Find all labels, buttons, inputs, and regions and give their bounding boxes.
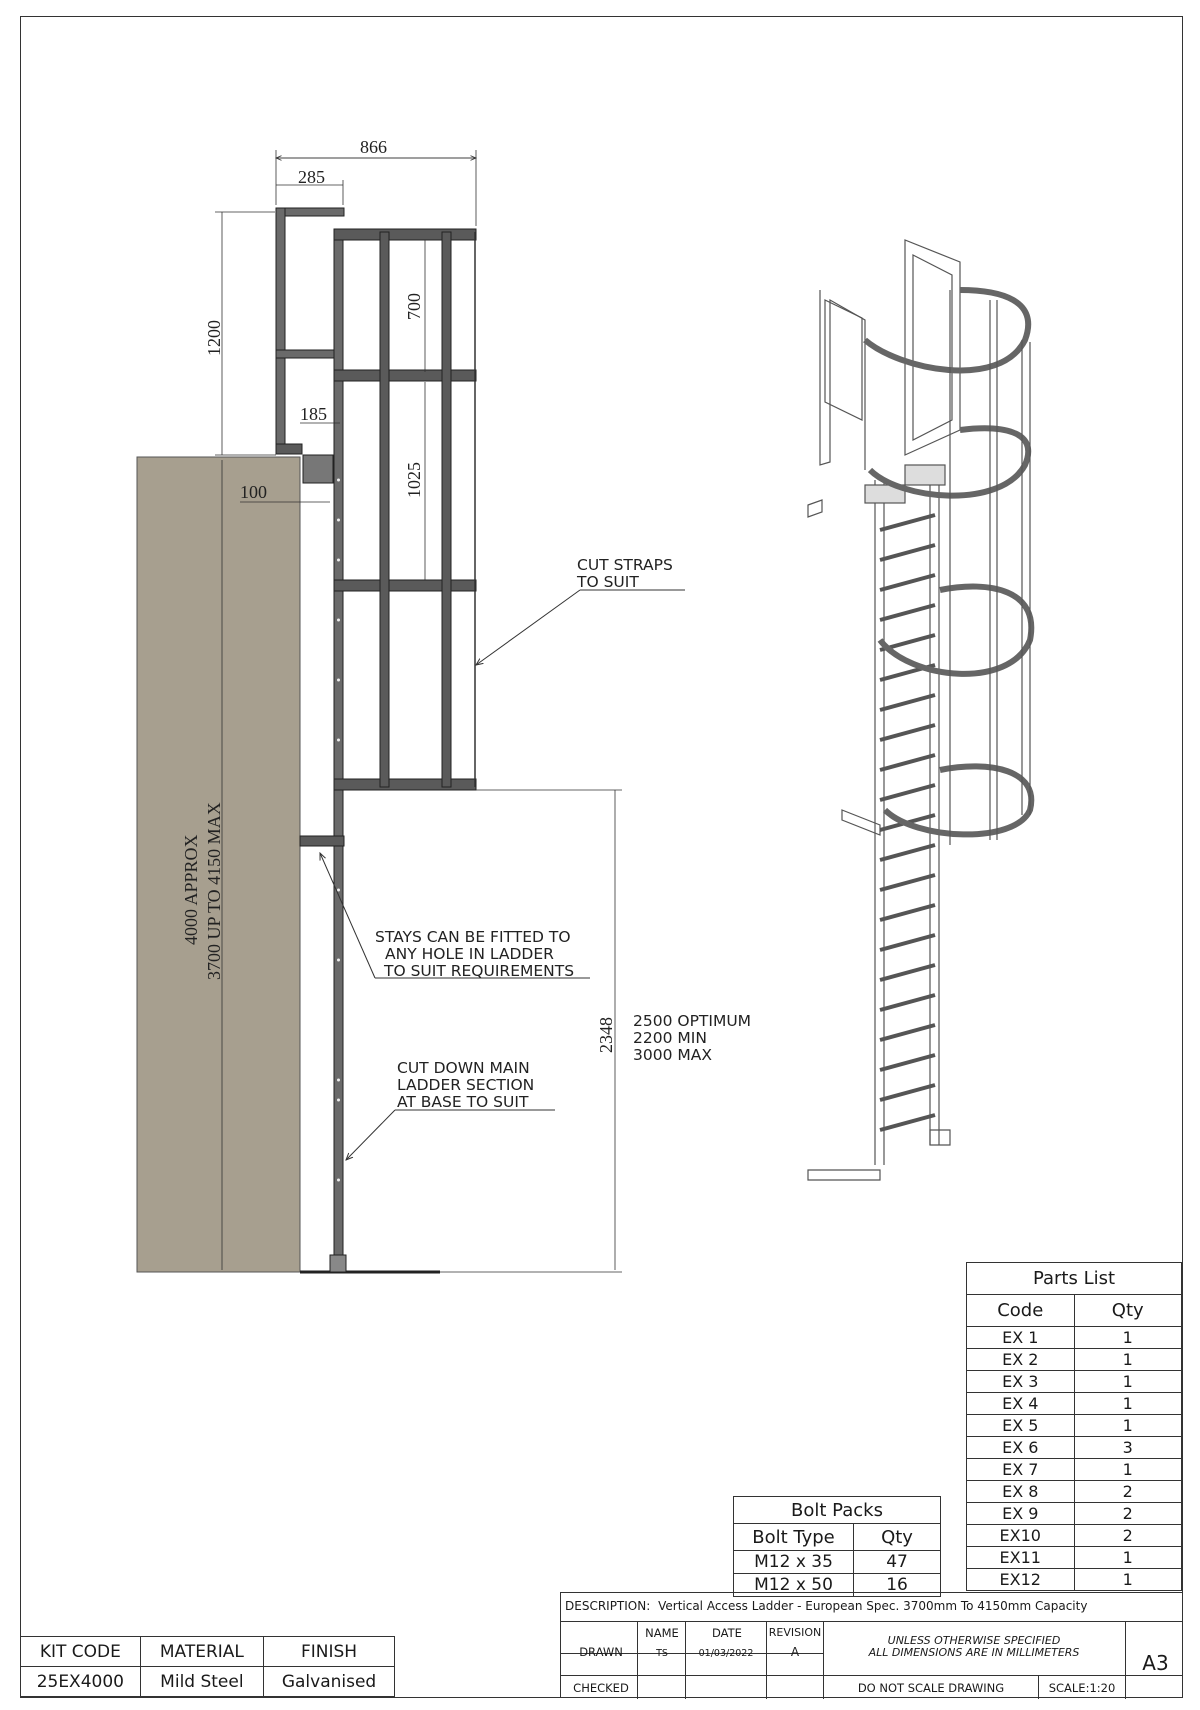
table-row [967, 1569, 1182, 1591]
part-qty: 1 [1074, 1349, 1182, 1371]
dim-1025: 1025 [404, 462, 424, 498]
table-row [967, 1349, 1182, 1371]
part-code: EX 1 [967, 1327, 1075, 1349]
part-qty: 2 [1074, 1481, 1182, 1503]
drawn-label: DRAWN [579, 1645, 623, 1659]
kit-info-table [20, 1636, 395, 1697]
title-block [560, 1592, 1183, 1698]
table-row [967, 1481, 1182, 1503]
do-not-scale: DO NOT SCALE DRAWING [857, 1681, 1005, 1695]
kit-code-value: 25EX4000 [21, 1667, 141, 1697]
table-row [967, 1437, 1182, 1459]
part-code: EX 3 [967, 1371, 1075, 1393]
parts-list-title: Parts List [967, 1263, 1182, 1295]
part-qty: 1 [1074, 1415, 1182, 1437]
part-code: EX10 [967, 1525, 1075, 1547]
scale: SCALE:1:20 [1048, 1681, 1116, 1695]
drawn-date: 01/03/2022 [698, 1648, 754, 1659]
table-row [967, 1547, 1182, 1569]
part-code: EX 2 [967, 1349, 1075, 1371]
note-stays-1: STAYS CAN BE FITTED TO [375, 928, 571, 946]
bolt-packs-title: Bolt Packs [734, 1497, 941, 1524]
revision-value: A [790, 1645, 800, 1659]
note-cage-height-2: 2200 MIN [633, 1029, 707, 1047]
note-stays-3: TO SUIT REQUIREMENTS [384, 962, 575, 980]
note-cut-straps-1: CUT STRAPS [577, 556, 673, 574]
bolt-qty: 16 [854, 1574, 941, 1597]
table-row [734, 1551, 941, 1574]
bolt-type: M12 x 50 [734, 1574, 854, 1597]
checked-label: CHECKED [573, 1681, 629, 1695]
part-qty: 2 [1074, 1525, 1182, 1547]
part-code: EX11 [967, 1547, 1075, 1569]
part-qty: 1 [1074, 1459, 1182, 1481]
part-qty: 1 [1074, 1547, 1182, 1569]
kit-code-label: KIT CODE [21, 1637, 141, 1667]
bolt-col-qty: Qty [854, 1524, 941, 1551]
table-row [967, 1525, 1182, 1547]
note-stays-2: ANY HOLE IN LADDER [385, 945, 554, 963]
table-row [967, 1415, 1182, 1437]
parts-col-qty: Qty [1074, 1295, 1182, 1327]
dim-285: 285 [298, 167, 325, 187]
note-cage-height-3: 3000 MAX [633, 1046, 712, 1064]
ladder-isometric-view [808, 240, 1031, 1180]
part-qty: 3 [1074, 1437, 1182, 1459]
bolt-packs-table [733, 1496, 941, 1597]
material-value: Mild Steel [140, 1667, 263, 1697]
description-label: DESCRIPTION: [565, 1599, 651, 1613]
drawn-name: TS [656, 1648, 668, 1659]
table-row [967, 1459, 1182, 1481]
note-cut-down-1: CUT DOWN MAIN [397, 1059, 530, 1077]
finish-label: FINISH [264, 1637, 395, 1667]
part-qty: 1 [1074, 1327, 1182, 1349]
part-code: EX 5 [967, 1415, 1075, 1437]
material-label: MATERIAL [140, 1637, 263, 1667]
note-cut-down-3: AT BASE TO SUIT [397, 1093, 529, 1111]
dim-1200: 1200 [204, 320, 224, 356]
table-row [967, 1503, 1182, 1525]
table-row [967, 1327, 1182, 1349]
dim-700: 700 [404, 293, 424, 320]
part-qty: 2 [1074, 1503, 1182, 1525]
table-row [967, 1393, 1182, 1415]
part-code: EX 7 [967, 1459, 1075, 1481]
part-code: EX 8 [967, 1481, 1075, 1503]
part-code: EX12 [967, 1569, 1075, 1591]
finish-value: Galvanised [264, 1667, 395, 1697]
ladder-side-view [276, 208, 476, 1272]
unless-specified-line2: ALL DIMENSIONS ARE IN MILLIMETERS [868, 1646, 1080, 1659]
dim-100: 100 [240, 482, 267, 502]
part-code: EX 6 [967, 1437, 1075, 1459]
parts-list-table [966, 1262, 1182, 1591]
bolt-qty: 47 [854, 1551, 941, 1574]
dim-2348: 2348 [596, 1017, 616, 1053]
revision-label: REVISION [768, 1626, 822, 1639]
part-code: EX 4 [967, 1393, 1075, 1415]
dim-866: 866 [360, 137, 387, 157]
parts-col-code: Code [967, 1295, 1075, 1327]
name-label: NAME [645, 1626, 679, 1640]
note-cut-straps-2: TO SUIT [577, 573, 639, 591]
dim-185: 185 [300, 404, 327, 424]
part-qty: 1 [1074, 1569, 1182, 1591]
sheet-size: A3 [1142, 1651, 1169, 1675]
bolt-col-type: Bolt Type [734, 1524, 854, 1551]
part-qty: 1 [1074, 1371, 1182, 1393]
note-cage-height-1: 2500 OPTIMUM [633, 1012, 752, 1030]
date-label: DATE [712, 1626, 742, 1640]
bolt-type: M12 x 35 [734, 1551, 854, 1574]
part-code: EX 9 [967, 1503, 1075, 1525]
part-qty: 1 [1074, 1393, 1182, 1415]
description-text: Vertical Access Ladder - European Spec. 3700mm To 4150mm Capacity [658, 1599, 1088, 1613]
note-cut-down-2: LADDER SECTION [397, 1076, 535, 1094]
table-row [967, 1371, 1182, 1393]
unless-specified-line1: UNLESS OTHERWISE SPECIFIED [887, 1634, 1061, 1647]
dim-height-range: 3700 UP TO 4150 MAX [204, 802, 224, 980]
dim-height-approx: 4000 APPROX [181, 834, 201, 945]
